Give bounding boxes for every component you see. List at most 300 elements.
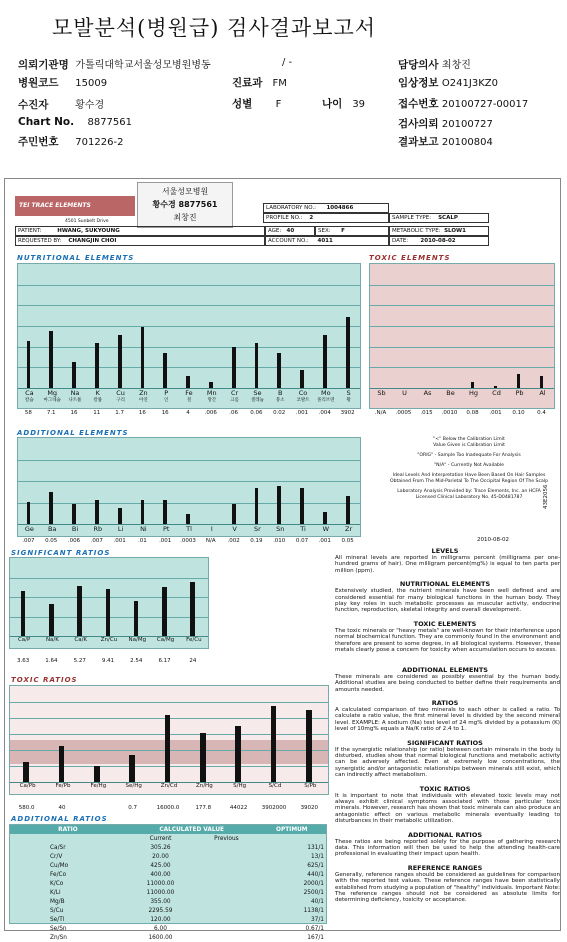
toxic-symbol: U [393, 388, 416, 397]
grid-line [370, 285, 554, 286]
toxic-ratio-value: 16000.0 [156, 805, 180, 811]
ratio-value [195, 888, 257, 897]
report-date-small: 2010-08-02 [477, 537, 509, 543]
additional-value: .001 [159, 538, 172, 544]
toxic-ratio-value: 177.8 [195, 805, 212, 811]
nutritional-symbol: Mo [314, 388, 337, 397]
ratio-row [10, 897, 326, 906]
text-heading: SIGNIFICANT RATIOS [407, 738, 483, 747]
toxic-ratio-bar [59, 746, 65, 782]
header-dept: 진료과 FM [232, 77, 287, 89]
nutritional-bar [346, 317, 350, 388]
additional-symbol: Tl [178, 524, 201, 533]
additional-symbol: V [223, 524, 246, 533]
additional-symbol: Sn [269, 524, 292, 533]
additional-value: .001 [318, 538, 331, 544]
additional-bar [346, 496, 350, 524]
additional-value: .007 [22, 538, 35, 544]
ratio-value: 20.00 [152, 853, 169, 860]
toxic-ratio-symbol: Ca/Pb [10, 782, 45, 789]
ratio-value: 2295.59 [148, 907, 173, 914]
nutritional-value: .001 [295, 410, 309, 416]
nutritional-korean: 붕소 [275, 398, 285, 403]
toxic-ratio-symbol: Zn/Cd [151, 782, 186, 789]
additional-bar [95, 500, 99, 524]
ratio-name: K/Co [50, 880, 64, 887]
ratio-name: Mg/B [50, 898, 65, 905]
additional-bar [277, 486, 281, 524]
toxic-symbol: Hg [462, 388, 485, 397]
toxic-ratio-bar [306, 710, 312, 782]
ratio-optimum: 13/1 [310, 853, 324, 860]
additional-bar [27, 502, 31, 524]
sig-ratio-symbol: Ca/Mg [151, 636, 179, 643]
nutritional-symbol: K [86, 388, 109, 397]
sig-ratio-bar [21, 591, 26, 636]
toxic-value: .0005 [395, 410, 412, 416]
nutritional-korean: 인 [164, 398, 169, 403]
nutritional-bar [95, 343, 99, 388]
ratio-row [10, 933, 326, 942]
text-paragraph: The toxic minerals or "heavy metals" are well-known for their interference upon normal biochemical function. They are commonly found in the environment and therefore are present to some degree, in all biological systems. However, these metals clearly pose a concern for toxicity when accumulation occurs to excess. [335, 627, 560, 654]
nutritional-value: 0.06 [250, 410, 263, 416]
text-paragraph: These ratios are being reported solely for the purpose of gathering research data. This information will then be used to help the attending health-care professional in evaluating their impact upon health. [335, 838, 560, 858]
grid-line [10, 578, 208, 579]
toxic-symbol: As [416, 388, 439, 397]
grid-line [18, 347, 360, 348]
nutritional-value: 3902 [340, 410, 355, 416]
nutritional-bar [72, 362, 76, 388]
toxic-symbol: Be [439, 388, 462, 397]
ratio-name: Zn/Sn [50, 934, 67, 941]
additional-value: 0.05 [45, 538, 58, 544]
nutritional-symbol: Na [64, 388, 87, 397]
ratio-row [10, 924, 326, 933]
sig-ratio-symbol: Ca/P [10, 636, 38, 643]
nutritional-bar [300, 370, 304, 388]
nutritional-korean: 망간 [207, 398, 217, 403]
toxic-ratios-chart [9, 685, 329, 795]
sig-ratio-bar [134, 601, 139, 636]
additional-symbol: Ni [132, 524, 155, 533]
toxic-ratio-value: 39020 [300, 805, 319, 811]
sub-empty2 [258, 834, 326, 843]
toxic-ratio-bar [94, 766, 100, 782]
header-sex: 성별 F [232, 98, 282, 110]
additional-symbol: I [200, 524, 223, 533]
toxic-ratio-bar [165, 715, 171, 783]
nutritional-value: .06 [229, 410, 238, 416]
grid-line [18, 460, 360, 461]
nutritional-symbol: Mg [41, 388, 64, 397]
nutritional-symbol: Zn [132, 388, 155, 397]
toxic-ratios-values [9, 804, 329, 814]
toxic-ratio-bar [235, 726, 241, 782]
ratio-row [10, 861, 326, 870]
nutritional-symbol: Mn [200, 388, 223, 397]
text-heading: TOXIC ELEMENTS [413, 619, 477, 628]
additional-value: 0.19 [250, 538, 263, 544]
additional-value: .007 [90, 538, 103, 544]
legend-line: Value Given is Calibration Limit [433, 443, 505, 448]
nutritional-bar [163, 353, 167, 388]
nutritional-korean: 칼슘 [25, 398, 34, 403]
ratio-value: 305.26 [150, 844, 171, 851]
text-heading: ADDITIONAL RATIOS [407, 830, 483, 839]
nutritional-bar [141, 327, 145, 388]
stamp-doctor: 최창진 [173, 213, 197, 222]
grid-line [18, 481, 360, 482]
ratio-value [195, 897, 257, 906]
ratio-value [195, 915, 257, 924]
nutritional-symbol: Cu [109, 388, 132, 397]
sig-ratio-value: 5.27 [73, 658, 86, 664]
additional-value: .006 [67, 538, 81, 544]
ratio-optimum: 167/1 [307, 934, 324, 941]
grid-line [18, 326, 360, 327]
sig-ratio-value: 9.41 [101, 658, 115, 664]
sig-ratio-value: 6.17 [158, 658, 171, 664]
nutritional-value: 1.7 [115, 410, 124, 416]
nutritional-values [17, 409, 361, 420]
toxic-ratio-symbol: Zn/Hg [187, 782, 222, 789]
ratio-value: 11000.00 [146, 880, 175, 887]
ratio-row [10, 915, 326, 924]
toxic-bar [517, 374, 521, 388]
nutritional-value: 4 [186, 410, 190, 416]
text-heading: LEVELS [431, 547, 459, 555]
ratio-value [195, 879, 257, 888]
sample-box: SAMPLE TYPE: SCALP [389, 213, 489, 223]
grid-line [18, 503, 360, 504]
toxic-chart [369, 263, 555, 409]
legend-line: Laboratory Analysis Provided by: Trace Elements, Inc. an HCFA Licensed Clinical Laboratory No. 45-D0481787 [397, 489, 541, 500]
requested-by-box: REQUESTED BY: CHANGJIN CHOI [15, 236, 265, 246]
toxic-ratio-value: 3902000 [261, 805, 287, 811]
additional-chart [17, 437, 361, 537]
ratio-row [10, 888, 326, 897]
nutritional-bar [277, 353, 281, 388]
additional-symbol: Ba [41, 524, 64, 533]
toxic-bar [540, 376, 544, 388]
header-ward: / - [282, 57, 293, 68]
sig-ratio-symbol: Fe/Cu [180, 636, 208, 643]
toxic-value: .015 [420, 410, 433, 416]
col-ratio: RATIO [10, 825, 126, 834]
sig-ratio-value: 24 [189, 658, 197, 664]
toxic-title: TOXIC ELEMENTS [369, 254, 451, 262]
sub-current: Current [149, 835, 172, 842]
toxic-symbol: Cd [485, 388, 508, 397]
additional-symbol: Zr [337, 524, 360, 533]
additional-bar [300, 488, 304, 524]
legend-notes [389, 437, 549, 501]
nutritional-bar [186, 376, 190, 388]
ratio-optimum: 625/1 [307, 862, 324, 869]
header-row-resident-no: 주민번호 701226-2 [18, 136, 124, 148]
ratio-value: 120.00 [150, 916, 171, 923]
header-row-patient: 수진자 황수경 [18, 99, 105, 111]
additional-value: 0.07 [295, 538, 309, 544]
nutritional-chart [17, 263, 361, 409]
ratio-value [195, 843, 257, 852]
additional-value: 0.05 [341, 538, 354, 544]
additional-symbol: Ti [292, 524, 315, 533]
lab-no-box: LABORATORY NO.: 1004866 [263, 203, 389, 213]
nutritional-korean: 코발트 [296, 398, 310, 403]
significant-ratios-chart [9, 557, 209, 649]
toxic-value: 0.4 [537, 410, 546, 416]
account-box: ACCOUNT NO.: 4011 [265, 236, 389, 246]
additional-symbol: Ge [18, 524, 41, 533]
nutritional-bar [49, 331, 53, 388]
legend-line: Ideal Levels And Interpretation Have Been Based On Hair Samples Obtained From The Mid-Parietal To The Occipital Region Of The Scalp [389, 473, 549, 484]
stamp-hospital: 서울성모병원 [161, 187, 209, 196]
additional-value: .002 [227, 538, 240, 544]
additional-bar [49, 492, 53, 524]
ratio-value [195, 906, 257, 915]
ratio-value [195, 870, 257, 879]
ratio-value [195, 861, 257, 870]
nutritional-symbol: Co [292, 388, 315, 397]
text-paragraph: If the synergistic relationship (or ratio) between certain minerals in the body is disturbed, studies show that normal biological functions and metabolic activity can be adversely affected. Even at extremely low concentrations, the synergistic and/or antagonistic relationships between minerals still exist, which can indirectly affect metabolism. [335, 746, 560, 779]
report-title: 모발분석(병원급) 검사결과보고서 [52, 16, 377, 40]
ratio-name: Fe/Co [50, 871, 67, 878]
nutritional-value: 7.1 [46, 410, 56, 416]
additional-bar [186, 514, 190, 524]
toxic-value: .N/A [374, 410, 387, 416]
ratio-row [10, 906, 326, 915]
ratio-value [195, 933, 257, 942]
metabolic-box: METABOLIC TYPE: SLOW1 [389, 226, 489, 236]
legend-line: "<" Below the Calibration Limit [433, 437, 505, 442]
additional-bar [255, 488, 259, 524]
header-clinical-info: 임상정보 O241J3KZ0 [398, 77, 498, 89]
nutritional-symbol: Ca [18, 388, 41, 397]
toxic-ratio-value: 44022 [229, 805, 248, 811]
text-paragraph: Generally, reference ranges should be considered as guidelines for comparison with the reported test values. These reference ranges have been statistically established from studying a population of "healthy" individuals. Important Note: The reference ranges should not be considered as absolute limits for determining deficiency, toxicity or acceptance. [335, 871, 560, 904]
ratio-value: 400.00 [150, 871, 171, 878]
toxic-ratios-title: TOXIC RATIOS [11, 676, 78, 684]
ratio-row [10, 843, 326, 852]
ratio-value: 11000.00 [146, 889, 175, 896]
nutritional-value: 16 [138, 410, 146, 416]
nutritional-symbol: S [337, 388, 360, 397]
toxic-value: 0.10 [512, 410, 525, 416]
nutritional-value: 16 [161, 410, 169, 416]
additional-bar [141, 500, 145, 524]
additional-values [17, 537, 361, 547]
sub-previous: Previous [214, 835, 239, 842]
toxic-ratio-symbol: Fe/Hg [81, 782, 116, 789]
text-paragraph: All mineral levels are reported in milligrams percent (milligrams per one-hundred grams of hair). One milligram percent(mg%) is equal to ten parts per million (ppm). [335, 555, 560, 574]
sig-ratio-bar [77, 586, 82, 636]
col-optimum: OPTIMUM [258, 825, 326, 834]
text-paragraph: These minerals are considered as possibly essential by the human body. Additional studies are being conducted to better define their requirements and amounts needed. [335, 673, 560, 693]
nutritional-korean: 구리 [116, 398, 125, 403]
nutritional-symbol: Cr [223, 388, 246, 397]
ratio-optimum: 440/1 [307, 871, 324, 878]
toxic-symbol: Sb [370, 388, 393, 397]
additional-symbol: Li [109, 524, 132, 533]
profile-box: PROFILE NO.: 2 [263, 213, 389, 223]
ratio-row [10, 879, 326, 888]
toxic-ratio-bar [200, 733, 206, 783]
sex-box: SEX: F [315, 226, 389, 236]
grid-line [370, 305, 554, 306]
hospital-stamp [137, 182, 233, 228]
toxic-ratio-symbol: S/Pb [293, 782, 328, 789]
header-row-chart-no: Chart No. 8877561 [18, 116, 133, 128]
side-code: 43E2056 [543, 484, 549, 509]
hair-analysis-report [4, 178, 561, 941]
additional-symbol: Rb [86, 524, 109, 533]
toxic-ratio-symbol: S/Cd [257, 782, 292, 789]
ratio-row [10, 870, 326, 879]
ratio-optimum: 40/1 [310, 898, 324, 905]
grid-line [18, 285, 360, 286]
grid-line [370, 367, 554, 368]
ratio-name: Se/Sn [50, 925, 67, 932]
toxic-symbol: Pb [508, 388, 531, 397]
additional-bar [232, 504, 236, 524]
sig-ratio-symbol: Na/K [38, 636, 66, 643]
nutritional-korean: 몰리브덴 [317, 398, 335, 403]
ratio-name: Cu/Mo [50, 862, 69, 869]
additional-symbol: W [314, 524, 337, 533]
toxic-ratio-symbol: S/Hg [222, 782, 257, 789]
nutritional-korean: 황 [346, 398, 351, 403]
ratio-value [195, 924, 257, 933]
header-doctor: 담당의사 최창진 [398, 59, 471, 71]
lab-address: 4501 Sunbelt Drive [65, 219, 109, 224]
toxic-ratio-bar [129, 755, 135, 782]
sig-ratio-bar [190, 582, 195, 636]
header-age: 나이 39 [322, 98, 366, 110]
significant-ratios-values [9, 657, 209, 667]
ratio-optimum: 1138/1 [303, 907, 324, 914]
nutritional-symbol: B [269, 388, 292, 397]
header-row-hospital-code: 병원코드 15009 [18, 77, 108, 89]
toxic-ratio-value: 40 [58, 805, 66, 811]
additional-title: ADDITIONAL ELEMENTS [17, 429, 129, 437]
sig-ratio-symbol: Zn/Cu [95, 636, 123, 643]
text-paragraph: A calculated comparison of two minerals to each other is called a ratio. To calculate a ratio value, the first mineral level is divided by the second mineral level. EXAMPLE: A sodium (Na) test level of 24 mg% divided by a potassium (K) level of 10mg% equals a Na/K ratio of 2.4 to 1. [335, 707, 560, 733]
ratio-name: Se/Tl [50, 916, 65, 923]
additional-ratios-title: ADDITIONAL RATIOS [11, 815, 108, 823]
toxic-ratio-value: 0.7 [128, 805, 138, 811]
toxic-values [369, 409, 555, 420]
sub-empty [10, 834, 126, 843]
grid-line [18, 305, 360, 306]
additional-value: N/A [205, 538, 216, 544]
additional-symbol: Sr [246, 524, 269, 533]
nutritional-bar [255, 343, 259, 388]
additional-ratios-table [9, 824, 327, 941]
sig-ratio-symbol: Ca/K [67, 636, 95, 643]
additional-value: .001 [113, 538, 126, 544]
toxic-symbol: Al [531, 388, 554, 397]
ratio-optimum: 0.67/1 [305, 925, 324, 932]
col-calculated: CALCULATED VALUE [126, 825, 258, 834]
nutritional-value: 16 [70, 410, 78, 416]
nutritional-korean: 마그네슘 [43, 398, 61, 403]
sig-ratio-bar [106, 589, 111, 636]
text-heading: ADDITIONAL ELEMENTS [402, 665, 488, 674]
interpretation-text [335, 547, 561, 927]
grid-line [370, 347, 554, 348]
nutritional-value: .004 [318, 410, 331, 416]
nutritional-bar [323, 335, 327, 388]
age-box: AGE: 40 [265, 226, 315, 236]
ratio-value [195, 852, 257, 861]
lab-logo: TEI TRACE ELEMENTS [15, 196, 135, 216]
header-receipt-no: 접수번호 20100727-00017 [398, 98, 529, 110]
sig-ratio-symbol: Na/Mg [123, 636, 151, 643]
nutritional-title: NUTRITIONAL ELEMENTS [17, 254, 135, 262]
nutritional-value: 58 [24, 410, 32, 416]
nutritional-korean: 크롬 [230, 398, 239, 403]
header-report-date: 결과보고 20100804 [398, 136, 493, 148]
grid-line [18, 367, 360, 368]
ratio-value: 1600.00 [148, 934, 173, 941]
nutritional-value: .006 [204, 410, 217, 416]
legend-line: "ORIG" - Sample Too Inadequate For Analysis [417, 453, 521, 458]
sig-ratio-bar [49, 604, 54, 636]
text-paragraph: Extensively studied, the nutrient minerals have been well defined and are considered essential for many biological functions in the human body. They play key roles in such metabolic processes as muscular activity, endocrine function, reproduction, skeletal integrity and overall development. [335, 588, 560, 614]
toxic-ratio-bar [23, 762, 29, 782]
sig-ratio-value: 1.64 [45, 658, 58, 664]
ratio-value: 425.00 [150, 862, 171, 869]
date-box: DATE: 2010-08-02 [389, 236, 489, 246]
nutritional-symbol: Fe [178, 388, 201, 397]
sig-ratio-value: 3.63 [17, 658, 30, 664]
additional-bar [118, 508, 122, 524]
ratio-row [10, 852, 326, 861]
toxic-ratio-value: 580.0 [18, 805, 35, 811]
toxic-value: 0.08 [466, 410, 479, 416]
nutritional-bar [118, 335, 122, 388]
ratio-optimum: 131/1 [307, 844, 324, 851]
ratio-name: S/Cu [50, 907, 64, 914]
additional-value: .0003 [180, 538, 196, 544]
nutritional-korean: 나트륨 [68, 398, 82, 403]
nutritional-bar [27, 341, 31, 388]
toxic-ratio-symbol: Se/Hg [116, 782, 151, 789]
toxic-value: .0010 [441, 410, 458, 416]
additional-bar [323, 512, 327, 524]
nutritional-symbol: P [155, 388, 178, 397]
ratio-value: 355.00 [150, 898, 171, 905]
legend-line: "N/A" - Currently Not Available [434, 463, 504, 468]
nutritional-value: 0.02 [273, 410, 286, 416]
ratio-value: 6.00 [154, 925, 167, 932]
toxic-value: .001 [489, 410, 502, 416]
header-row-institution: 의뢰기관명 가톨릭대학교서울성모병원병동 [18, 59, 211, 71]
toxic-ratio-bar [271, 706, 277, 783]
ratio-optimum: 37/1 [310, 916, 324, 923]
additional-value: .010 [273, 538, 286, 544]
grid-line [370, 326, 554, 327]
text-heading: NUTRITIONAL ELEMENTS [399, 580, 491, 589]
additional-bar [163, 500, 167, 524]
nutritional-value: 11 [93, 410, 101, 416]
ratio-optimum: 2500/1 [303, 889, 324, 896]
text-heading: TOXIC RATIOS [419, 784, 471, 793]
nutritional-korean: 아연 [139, 398, 148, 403]
text-heading: REFERENCE RANGES [407, 863, 483, 872]
additional-symbol: Pt [155, 524, 178, 533]
